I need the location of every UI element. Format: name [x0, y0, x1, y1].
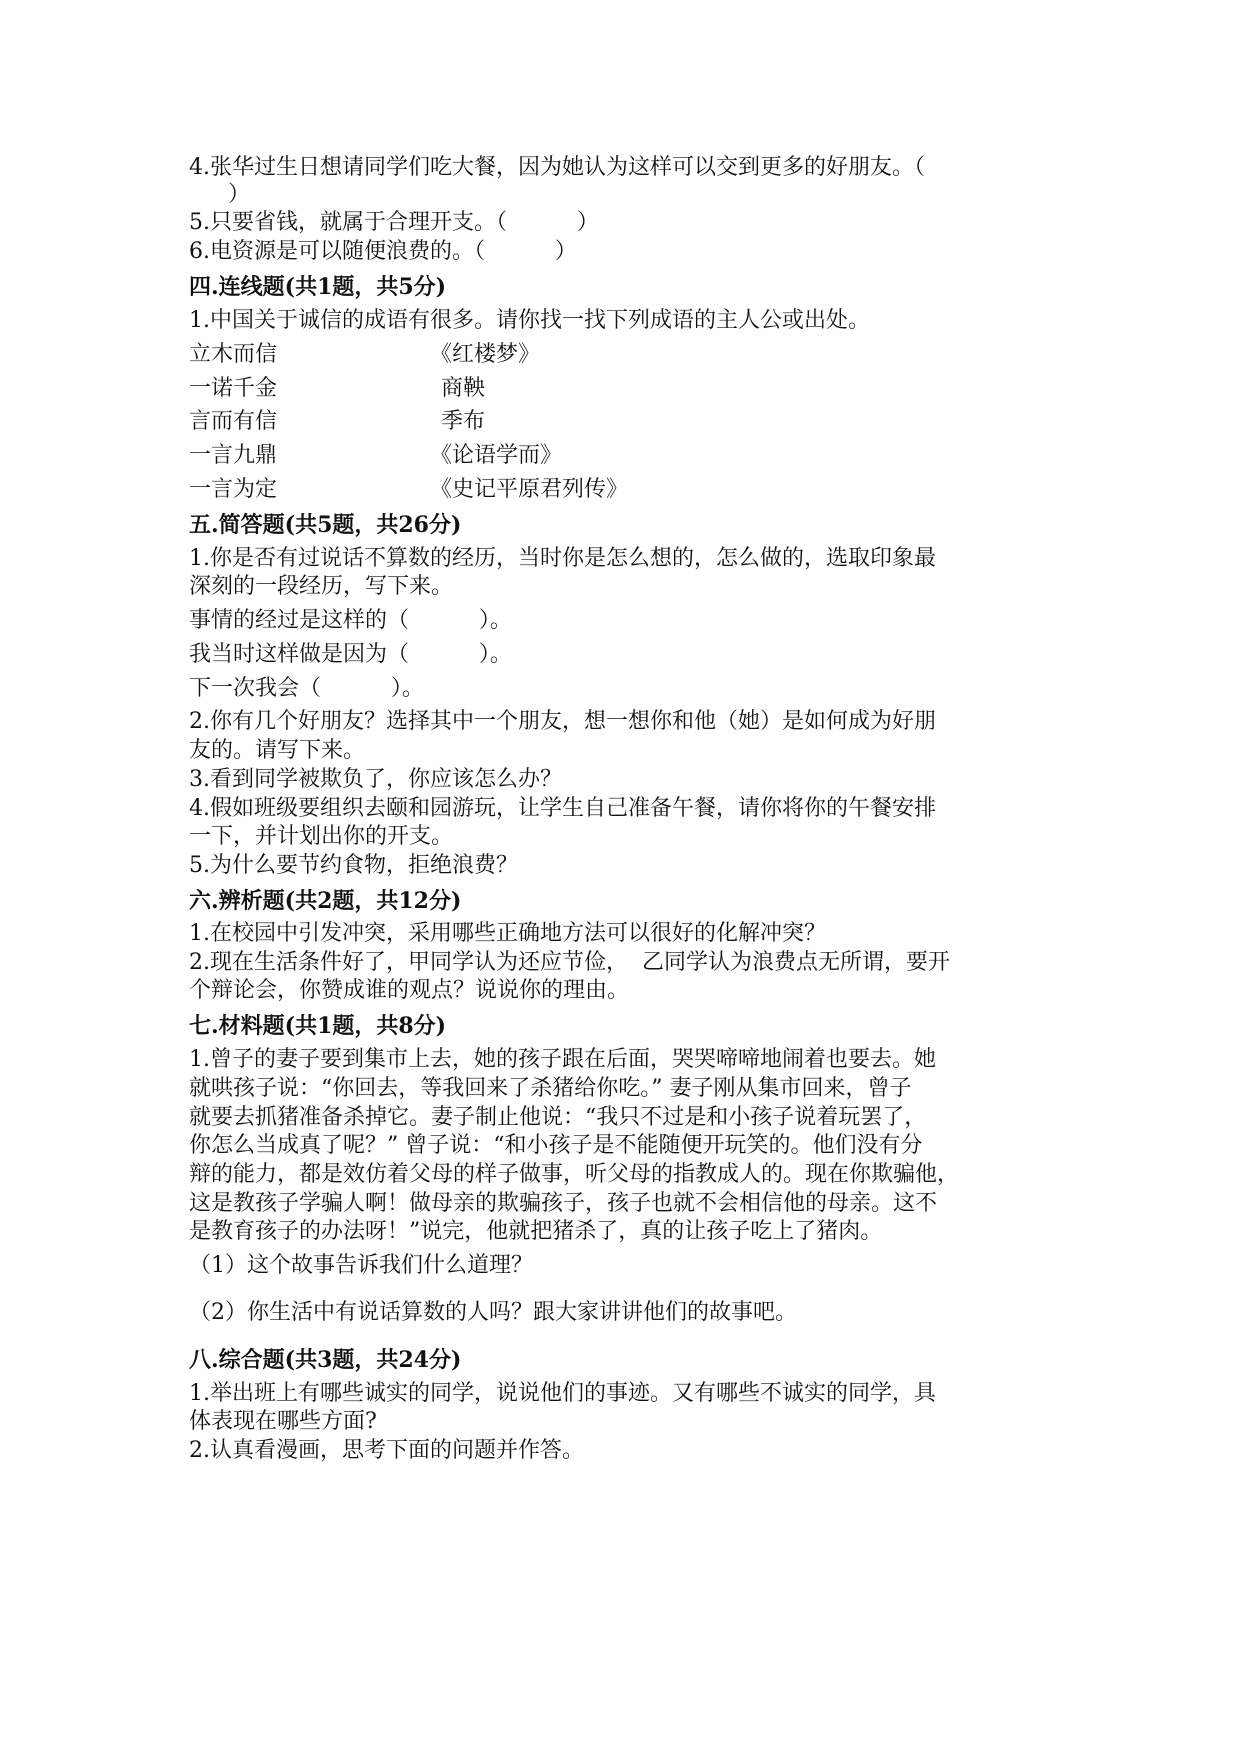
section8-heading: 八.综合题(共3题，共24分) — [189, 1347, 462, 1373]
section5-q4-line2: 一下，并计划出你的开支。 — [189, 824, 454, 849]
section5-blank3: 下一次我会（ ）。 — [189, 676, 424, 701]
section6-heading: 六.辨析题(共2题，共12分) — [189, 888, 462, 914]
section4-q1: 1.中国关于诚信的成语有很多。请你找一找下列成语的主人公或出处。 — [189, 308, 870, 333]
match-right-1: 《红楼梦》 — [430, 342, 541, 367]
material-line: 是教育孩子的办法呀！”说完，他就把猪杀了，真的让孩子吃上了猪肉。 — [189, 1219, 883, 1244]
match-left-1: 立木而信 — [189, 342, 278, 367]
match-left-3: 言而有信 — [189, 409, 278, 434]
material-line: 就要去抓猪准备杀掉它。妻子制止他说：“我只不过是和小孩子说着玩罢了， — [189, 1105, 927, 1130]
section6-q2-line1: 2.现在生活条件好了，甲同学认为还应节俭， 乙同学认为浪费点无所谓，要开 — [189, 950, 950, 975]
section5-q1-line2: 深刻的一段经历，写下来。 — [189, 574, 454, 599]
section8-q1-line2: 体表现在哪些方面? — [189, 1409, 377, 1434]
match-left-5: 一言为定 — [189, 477, 278, 502]
section7-sub2: （2）你生活中有说话算数的人吗？跟大家讲讲他们的故事吧。 — [189, 1300, 797, 1325]
material-line: 就哄孩子说：“你回去，等我回来了杀猪给你吃。” 妻子刚从集市回来，曾子 — [189, 1076, 912, 1101]
q4-true-false-line2: ） — [228, 182, 251, 207]
q4-true-false-line1: 4.张华过生日想请同学们吃大餐，因为她认为这样可以交到更多的好朋友。（ — [189, 155, 925, 180]
section4-heading: 四.连线题(共1题，共5分) — [189, 274, 447, 300]
section6-q2-line2: 个辩论会，你赞成谁的观点？说说你的理由。 — [189, 978, 630, 1003]
section5-q1-line1: 1.你是否有过说话不算数的经历，当时你是怎么想的，怎么做的，选取印象最 — [189, 546, 936, 571]
section7-heading: 七.材料题(共1题，共8分) — [189, 1013, 447, 1039]
section5-q3: 3.看到同学被欺负了，你应该怎么办？ — [189, 767, 562, 792]
section5-heading: 五.简答题(共5题，共26分) — [189, 512, 462, 538]
material-line: 辩的能力，都是效仿着父母的样子做事，听父母的指教成人的。现在你欺骗他， — [189, 1162, 960, 1187]
section5-q5: 5.为什么要节约食物，拒绝浪费？ — [189, 853, 518, 878]
match-left-2: 一诺千金 — [189, 376, 278, 401]
match-right-2: 商鞅 — [441, 376, 486, 401]
section5-q2-line1: 2.你有几个好朋友？选择其中一个朋友，想一想你和他（她）是如何成为好朋 — [189, 709, 936, 734]
section8-q2: 2.认真看漫画，思考下面的问题并作答。 — [189, 1438, 584, 1463]
material-line: 1.曾子的妻子要到集市上去，她的孩子跟在后面，哭哭啼啼地闹着也要去。她 — [189, 1047, 936, 1072]
section5-q2-line2: 友的。请写下来。 — [189, 738, 366, 763]
match-right-4: 《论语学而》 — [430, 443, 563, 468]
match-right-5: 《史记平原君列传》 — [430, 477, 629, 502]
material-line: 你怎么当成真了呢？” 曾子说：“和小孩子是不能随便开玩笑的。他们没有分 — [189, 1133, 923, 1158]
match-left-4: 一言九鼎 — [189, 443, 278, 468]
material-line: 这是教孩子学骗人啊！做母亲的欺骗孩子，孩子也就不会相信他的母亲。这不 — [189, 1191, 938, 1216]
section6-q1: 1.在校园中引发冲突，采用哪些正确地方法可以很好的化解冲突？ — [189, 921, 826, 946]
section5-blank2: 我当时这样做是因为（ ）。 — [189, 642, 512, 667]
section5-q4-line1: 4.假如班级要组织去颐和园游玩，让学生自己准备午餐，请你将你的午餐安排 — [189, 796, 936, 821]
q6-true-false: 6.电资源是可以随便浪费的。（ ） — [189, 239, 577, 264]
section7-sub1: （1）这个故事告诉我们什么道理？ — [189, 1253, 533, 1278]
section8-q1-line1: 1.举出班上有哪些诚实的同学，说说他们的事迹。又有哪些不诚实的同学，具 — [189, 1381, 936, 1406]
section5-blank1: 事情的经过是这样的（ ）。 — [189, 608, 512, 633]
match-right-3: 季布 — [441, 409, 486, 434]
q5-true-false: 5.只要省钱，就属于合理开支。（ ） — [189, 210, 599, 235]
